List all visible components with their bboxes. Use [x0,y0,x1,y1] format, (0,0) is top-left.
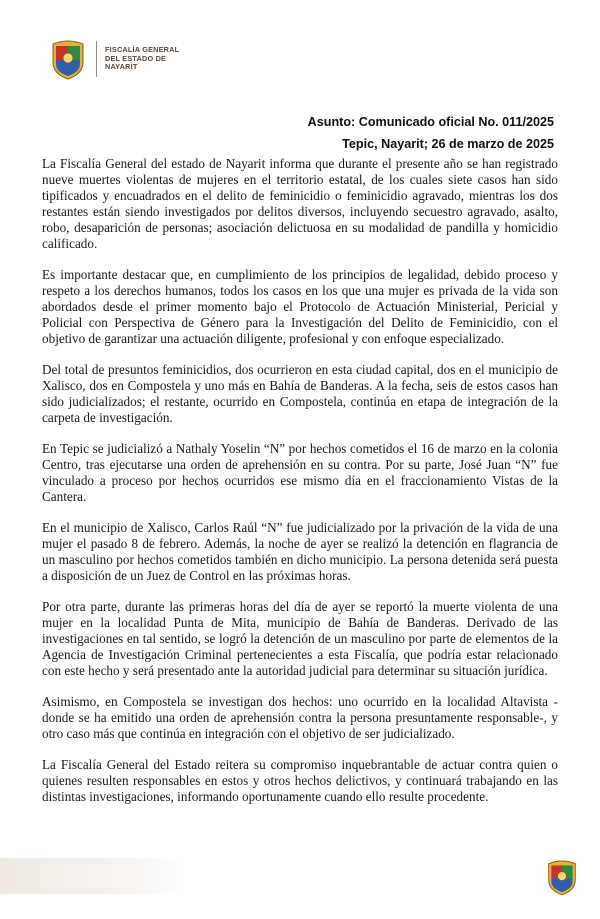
org-name [105,46,179,72]
subject-line: Asunto: Comunicado oficial No. 011/2025 [307,115,554,129]
footer-decoration [0,858,190,894]
nayarit-coat-of-arms-icon [50,38,86,80]
org-name-line1: FISCALÍA GENERAL [105,45,180,55]
nayarit-coat-of-arms-icon [546,858,578,896]
paragraph: Del total de presuntos feminicidios, dos ocurrieron en esta ciudad capital, dos en el municipio de Xalisco, dos en Compostela y uno más en Bahía de Banderas. A la fecha, seis de estos casos han sido judicializados; el restante, ocurrido en Compostela, continúa en etapa de integración de la carpeta de investigación. [42,362,558,425]
header-divider [96,41,97,77]
paragraph: La Fiscalía General del Estado reitera su compromiso inquebrantable de actuar contra quien o quienes resulten responsables en estos y otros hechos delictivos, y continuará trabajando en las distintas investigaciones, informando oportunamente cuando ello resulte procedente. [42,757,558,804]
org-name-line2: DEL ESTADO DE [105,53,167,63]
paragraph: En el municipio de Xalisco, Carlos Raúl “N” fue judicializado por la privación de la vida de una mujer el pasado 8 de febrero. Además, la noche de ayer se realizó la detención en flagrancia de un masculino por hechos cometidos también en dicho municipio. La persona detenida será puesta a disposición de un Juez de Control en las próximas horas. [42,520,558,583]
paragraph: Es importante destacar que, en cumplimiento de los principios de legalidad, debido proceso y respeto a los derechos humanos, todos los casos en los que una mujer es privada de la vida son abordados desde el primer momento bajo el Protocolo de Actuación Ministerial, Pericial y Policial con Perspectiva de Género para la Investigación del Delito de Feminicidio, con el objetivo de garantizar una actuación diligente, profesional y con enfoque especializado. [42,267,558,346]
paragraph: Asimismo, en Compostela se investigan dos hechos: uno ocurrido en la localidad Altavista -donde se ha emitido una orden de aprehensión contra la persona presuntamente responsable-, y otro caso más que continúa en integración con el objetivo de ser judicializado. [42,694,558,741]
org-name-line3: NAYARIT [105,62,138,72]
letterhead [50,36,179,82]
place-date-line: Tepic, Nayarit; 26 de marzo de 2025 [342,137,554,151]
paragraph: La Fiscalía General del estado de Nayarit informa que durante el presente año se han registrado nueve muertes violentas de mujeres en el territorio estatal, de los cuales siete casos han sido tipificados y encuadrados en el delito de feminicidio o feminicidio agravado, mientras los dos restantes están siendo investigados por delitos diversos, incluyendo secuestro agravado, asalto, robo, desaparición de personas; asociación delictuosa en su modalidad de pandilla y homicidio calificado. [42,156,558,251]
communique-body [42,156,558,820]
paragraph: Por otra parte, durante las primeras horas del día de ayer se reportó la muerte violenta de una mujer en la localidad Punta de Mita, municipio de Bahía de Banderas. Derivado de las investigaciones en tal sentido, se logró la detención de un masculino por parte de elementos de la Agencia de Investigación Criminal pertenecientes a esta Fiscalía, que podría estar relacionado con este hecho y será presentado ante la autoridad judicial para determinar su situación jurídica. [42,599,558,678]
paragraph: En Tepic se judicializó a Nathaly Yoselin “N” por hechos cometidos el 16 de marzo en la colonia Centro, tras ejecutarse una orden de aprehensión en su contra. Por su parte, José Juan “N” fue vinculado a proceso por hechos ocurridos ese mismo día en el fraccionamiento Vistas de la Cantera. [42,441,558,504]
document-meta [308,114,554,158]
